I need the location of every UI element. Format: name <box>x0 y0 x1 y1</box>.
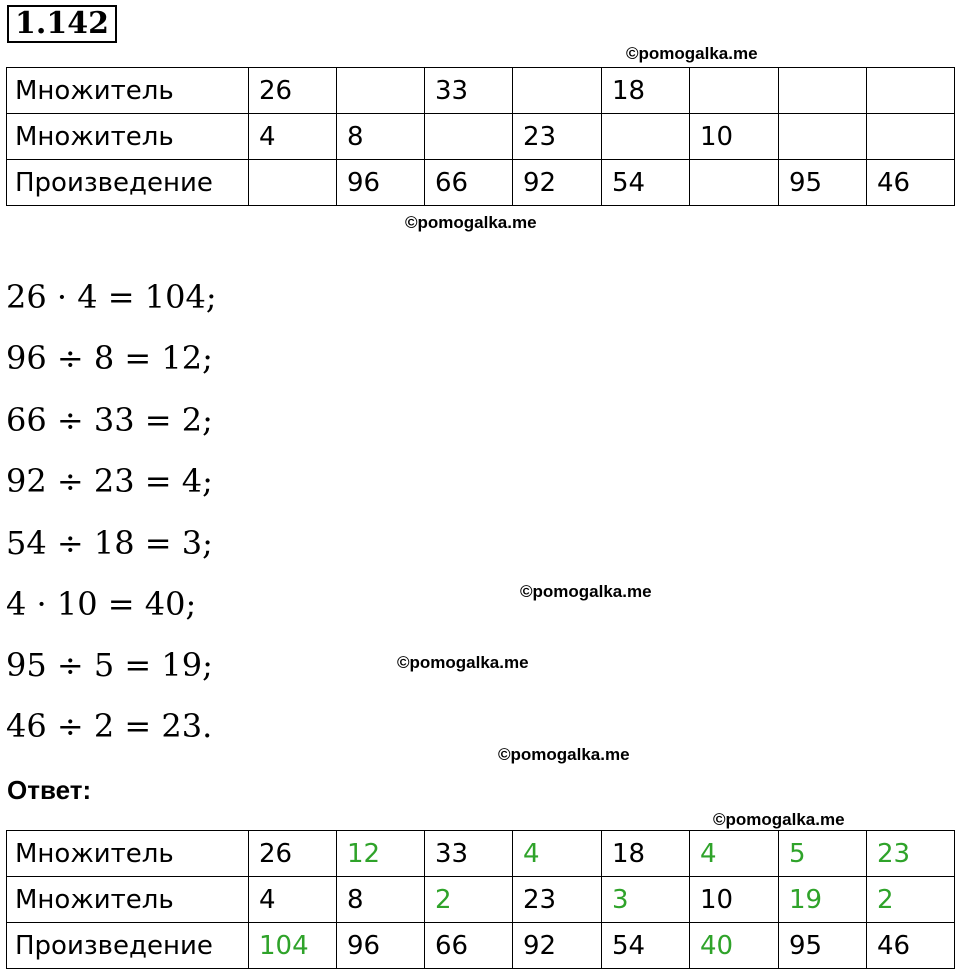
watermark: ©pomogalka.me <box>397 653 529 672</box>
answer-row-product <box>7 923 955 969</box>
equation: 26 · 4 = 104; <box>6 278 217 316</box>
task-cell <box>779 114 867 160</box>
answer-cell: 95 <box>779 923 867 969</box>
row-label: Множитель <box>7 831 249 877</box>
answer-cell: 40 <box>690 923 779 969</box>
task-cell: 92 <box>513 160 602 206</box>
equation: 92 ÷ 23 = 4; <box>6 462 213 500</box>
task-cell <box>249 160 337 206</box>
task-cell <box>337 68 425 114</box>
answer-cell: 46 <box>867 923 955 969</box>
row-label: Множитель <box>7 114 249 160</box>
task-row-factor-2 <box>7 114 955 160</box>
answer-cell: 54 <box>602 923 690 969</box>
task-cell <box>513 68 602 114</box>
equation: 46 ÷ 2 = 23. <box>6 707 213 745</box>
task-table <box>6 67 955 206</box>
answer-cell: 4 <box>513 831 602 877</box>
task-cell <box>690 160 779 206</box>
answer-label: Ответ: <box>7 775 92 805</box>
answer-cell: 92 <box>513 923 602 969</box>
answer-cell: 8 <box>337 877 425 923</box>
equation: 96 ÷ 8 = 12; <box>6 339 213 377</box>
task-cell: 66 <box>425 160 513 206</box>
answer-cell: 96 <box>337 923 425 969</box>
answer-cell: 5 <box>779 831 867 877</box>
answer-cell: 18 <box>602 831 690 877</box>
answer-cell: 23 <box>867 831 955 877</box>
watermark: ©pomogalka.me <box>713 810 845 829</box>
task-cell <box>690 68 779 114</box>
task-cell: 26 <box>249 68 337 114</box>
task-cell: 54 <box>602 160 690 206</box>
watermark: ©pomogalka.me <box>626 44 758 63</box>
task-cell <box>867 68 955 114</box>
equation: 95 ÷ 5 = 19; <box>6 646 213 684</box>
answer-cell: 26 <box>249 831 337 877</box>
answer-cell: 33 <box>425 831 513 877</box>
task-cell: 33 <box>425 68 513 114</box>
answer-cell: 19 <box>779 877 867 923</box>
task-cell <box>867 114 955 160</box>
answer-row-factor-1 <box>7 831 955 877</box>
answer-cell: 2 <box>425 877 513 923</box>
answer-cell: 4 <box>690 831 779 877</box>
answer-table <box>6 830 955 969</box>
row-label: Множитель <box>7 877 249 923</box>
equation: 66 ÷ 33 = 2; <box>6 401 213 439</box>
answer-cell: 2 <box>867 877 955 923</box>
answer-cell: 3 <box>602 877 690 923</box>
watermark: ©pomogalka.me <box>405 213 537 232</box>
task-cell <box>425 114 513 160</box>
row-label: Множитель <box>7 68 249 114</box>
row-label: Произведение <box>7 923 249 969</box>
answer-cell: 12 <box>337 831 425 877</box>
task-cell: 23 <box>513 114 602 160</box>
equation: 54 ÷ 18 = 3; <box>6 524 213 562</box>
answer-cell: 4 <box>249 877 337 923</box>
answer-cell: 23 <box>513 877 602 923</box>
answer-cell: 66 <box>425 923 513 969</box>
task-cell <box>779 68 867 114</box>
answer-row-factor-2 <box>7 877 955 923</box>
task-cell: 10 <box>690 114 779 160</box>
task-cell: 18 <box>602 68 690 114</box>
task-row-product <box>7 160 955 206</box>
watermark: ©pomogalka.me <box>520 582 652 601</box>
task-row-factor-1 <box>7 68 955 114</box>
task-cell <box>602 114 690 160</box>
watermark: ©pomogalka.me <box>498 745 630 764</box>
problem-number: 1.142 <box>7 5 117 43</box>
task-cell: 46 <box>867 160 955 206</box>
task-cell: 95 <box>779 160 867 206</box>
task-cell: 8 <box>337 114 425 160</box>
task-cell: 96 <box>337 160 425 206</box>
equation: 4 · 10 = 40; <box>6 585 197 623</box>
answer-cell: 104 <box>249 923 337 969</box>
answer-cell: 10 <box>690 877 779 923</box>
task-cell: 4 <box>249 114 337 160</box>
row-label: Произведение <box>7 160 249 206</box>
